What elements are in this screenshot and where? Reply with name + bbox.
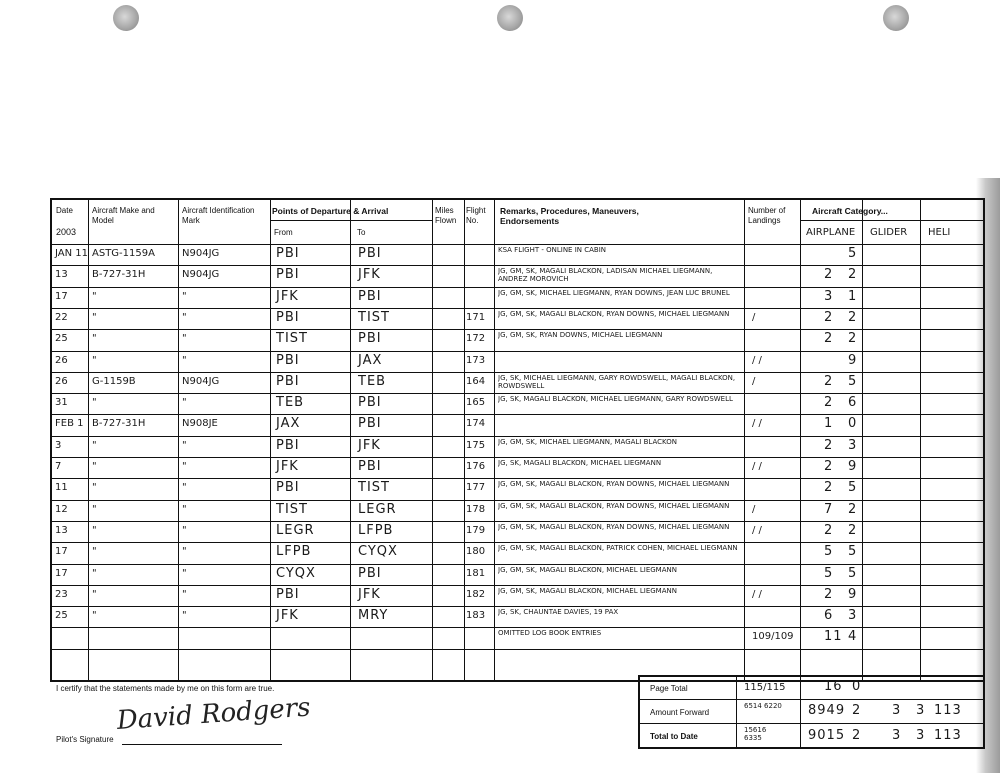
- row-flight-no: 183: [466, 610, 486, 622]
- row-date: 3: [55, 439, 62, 451]
- row-from: PBI: [276, 480, 300, 496]
- row-make-model: ": [92, 588, 97, 600]
- row-make-model: ": [92, 397, 97, 409]
- row-ident: ": [182, 546, 187, 558]
- amount-forward-airplane-frac: 2: [852, 703, 862, 718]
- total-to-date-glider: 3: [892, 728, 902, 743]
- row-ident: ": [182, 482, 187, 494]
- row-divider: [52, 308, 983, 309]
- row-airplane-frac: 5: [848, 373, 858, 389]
- row-landings: 109/109: [752, 631, 794, 643]
- row-divider: [52, 244, 983, 245]
- total-to-date-airplane-frac: 2: [852, 728, 862, 743]
- row-ident: N908JE: [182, 418, 218, 430]
- row-flight-no: 174: [466, 418, 486, 430]
- row-airplane-frac: 9: [848, 352, 858, 368]
- row-divider: [52, 478, 983, 479]
- year-label: 2003: [56, 227, 77, 237]
- row-from: JAX: [276, 416, 301, 432]
- row-airplane-frac: 2: [848, 309, 858, 325]
- row-make-model: ": [92, 482, 97, 494]
- row-landings: /: [752, 503, 756, 515]
- row-ident: ": [182, 567, 187, 579]
- row-to: MRY: [358, 608, 389, 624]
- column-divider: [494, 200, 495, 680]
- row-date: 11: [55, 482, 68, 494]
- row-airplane-frac: 2: [848, 331, 858, 347]
- row-flight-no: 165: [466, 397, 486, 409]
- total-to-date-heli: 113: [934, 728, 962, 743]
- row-ident: ": [182, 439, 187, 451]
- row-divider: [52, 606, 983, 607]
- row-divider: [52, 627, 983, 628]
- row-from: PBI: [276, 246, 300, 261]
- row-airplane-frac: 2: [848, 501, 858, 517]
- row-from: TIST: [276, 501, 308, 517]
- row-remarks: JG, GM, SK, MICHAEL LIEGMANN, RYAN DOWNS, JEAN LUC BRUNEL: [498, 288, 730, 297]
- row-flight-no: 164: [466, 375, 486, 387]
- row-divider: [52, 414, 983, 415]
- row-landings: / /: [752, 461, 762, 472]
- row-from: CYQX: [276, 565, 316, 581]
- row-remarks: JG, GM, SK, MAGALI BLACKON, MICHAEL LIEGMANN: [498, 586, 677, 595]
- row-to: TIST: [358, 480, 390, 496]
- row-airplane-frac: 4: [848, 629, 858, 645]
- row-airplane-frac: 1: [848, 288, 858, 304]
- amount-forward-heli: 113: [934, 703, 962, 718]
- row-flight-no: 175: [466, 439, 486, 451]
- row-airplane: 5: [824, 565, 834, 581]
- row-divider: [52, 351, 983, 352]
- row-remarks: JG, GM, SK, MAGALI BLACKON, RYAN DOWNS, MICHAEL LIEGMANN: [498, 480, 730, 489]
- totals-divider: [640, 699, 983, 700]
- row-airplane: 2: [824, 522, 834, 538]
- row-make-model: ": [92, 610, 97, 622]
- row-remarks: OMITTED LOG BOOK ENTRIES: [498, 629, 602, 638]
- row-to: JFK: [358, 267, 381, 283]
- row-make-model: ": [92, 311, 97, 323]
- row-make-model: ": [92, 290, 97, 302]
- row-flight-no: 180: [466, 546, 486, 558]
- row-airplane-frac: 0: [848, 416, 858, 432]
- row-divider: [52, 585, 983, 586]
- row-make-model: ": [92, 546, 97, 558]
- row-date: 13: [55, 524, 68, 536]
- row-ident: ": [182, 354, 187, 366]
- row-from: JFK: [276, 608, 299, 624]
- punch-hole-left: [113, 5, 139, 31]
- pilot-signature: David Rodgers: [115, 692, 312, 736]
- row-flight-no: 182: [466, 588, 486, 600]
- remarks-header: Remarks, Procedures, Maneuvers, Endorsements: [500, 206, 639, 226]
- row-ident: ": [182, 588, 187, 600]
- amount-forward-landings: 6514 6220: [744, 702, 782, 710]
- row-divider: [52, 372, 983, 373]
- row-date: 26: [55, 354, 68, 366]
- row-remarks: JG, GM, SK, RYAN DOWNS, MICHAEL LIEGMANN: [498, 331, 663, 340]
- row-divider: [52, 393, 983, 394]
- row-date: 25: [55, 333, 68, 345]
- row-to: LEGR: [358, 501, 397, 517]
- row-landings: / /: [752, 524, 762, 536]
- points-header: Points of Departure & Arrival: [272, 206, 389, 216]
- row-date: 23: [55, 588, 68, 600]
- column-divider: [464, 200, 465, 680]
- row-airplane: 7: [824, 501, 834, 517]
- row-remarks: JG, SK, MAGALI BLACKON, MICHAEL LIEGMANN: [498, 459, 662, 467]
- row-date: 22: [55, 311, 68, 323]
- subheader-divider: [270, 220, 432, 221]
- row-from: JFK: [276, 459, 299, 474]
- row-from: LFPB: [276, 544, 312, 560]
- row-landings: / /: [752, 418, 762, 430]
- row-from: TIST: [276, 331, 308, 347]
- row-divider: [52, 564, 983, 565]
- row-ident: ": [182, 290, 187, 302]
- row-make-model: ": [92, 439, 97, 451]
- amount-forward-glider: 3: [892, 703, 902, 718]
- row-to: JAX: [358, 352, 383, 368]
- row-flight-no: 176: [466, 461, 486, 472]
- row-airplane: 2: [824, 395, 834, 411]
- row-airplane: 2: [824, 437, 834, 453]
- row-divider: [52, 521, 983, 522]
- row-from: PBI: [276, 267, 300, 283]
- row-airplane-frac: 5: [848, 544, 858, 560]
- row-airplane: 2: [824, 309, 834, 325]
- column-divider: [862, 200, 863, 680]
- signature-label: Pilot's Signature: [56, 735, 114, 744]
- totals-box: [638, 675, 985, 749]
- page-total-airplane: 16: [824, 679, 843, 694]
- row-from: PBI: [276, 352, 300, 368]
- ident-header: Aircraft Identification Mark: [182, 206, 255, 225]
- column-divider: [350, 200, 351, 680]
- row-landings: /: [752, 311, 756, 323]
- row-remarks: [498, 416, 738, 434]
- flight-header: Flight No.: [466, 206, 486, 225]
- row-remarks: JG, GM, SK, MICHAEL LIEGMANN, MAGALI BLACKON: [498, 437, 677, 446]
- column-divider: [920, 200, 921, 680]
- row-from: JFK: [276, 288, 299, 304]
- totals-divider: [736, 677, 737, 747]
- row-airplane: 2: [824, 586, 834, 602]
- logbook-table: [50, 198, 985, 682]
- total-to-date-airplane: 9015: [808, 728, 846, 743]
- row-airplane-frac: 2: [848, 267, 858, 283]
- row-divider: [52, 329, 983, 330]
- page-total-label: Page Total: [650, 684, 688, 693]
- row-make-model: B-727-31H: [92, 269, 146, 281]
- row-date: 7: [55, 461, 62, 472]
- row-date: FEB 1: [55, 418, 84, 430]
- punch-hole-center: [497, 5, 523, 31]
- row-airplane: 3: [824, 288, 834, 304]
- row-ident: ": [182, 610, 187, 622]
- date-header: Date: [56, 206, 73, 215]
- row-flight-no: 173: [466, 354, 486, 366]
- row-remarks: JG, SK, MAGALI BLACKON, MICHAEL LIEGMANN, GARY ROWDSWELL: [498, 395, 733, 404]
- row-to: PBI: [358, 395, 382, 411]
- row-airplane-frac: 9: [848, 459, 858, 474]
- row-ident: ": [182, 524, 187, 536]
- row-make-model: ": [92, 461, 97, 472]
- row-flight-no: 177: [466, 482, 486, 494]
- row-to: JFK: [358, 586, 381, 602]
- row-divider: [52, 287, 983, 288]
- row-make-model: B-727-31H: [92, 418, 146, 430]
- column-divider: [432, 200, 433, 680]
- row-date: 31: [55, 397, 68, 409]
- column-divider: [270, 200, 271, 680]
- row-remarks: JG, GM, SK, MAGALI BLACKON, RYAN DOWNS, MICHAEL LIEGMANN: [498, 522, 730, 531]
- row-airplane: 11: [824, 629, 843, 645]
- totals-divider: [800, 677, 801, 747]
- page-total-landings: 115/115: [744, 682, 786, 693]
- row-remarks: JG, GM, SK, MAGALI BLACKON, PATRICK COHEN, MICHAEL LIEGMANN: [498, 544, 738, 553]
- column-divider: [178, 200, 179, 680]
- row-to: CYQX: [358, 544, 398, 560]
- row-make-model: G-1159B: [92, 375, 136, 387]
- miles-header: Miles Flown: [435, 206, 457, 225]
- amount-forward-airplane: 8949: [808, 703, 846, 718]
- row-flight-no: 179: [466, 524, 486, 536]
- row-remarks: JG, GM, SK, MAGALI BLACKON, RYAN DOWNS, MICHAEL LIEGMANN: [498, 309, 730, 318]
- row-landings: /: [752, 375, 756, 387]
- category-heli: HELI: [928, 227, 951, 238]
- row-remarks: [498, 353, 738, 371]
- row-airplane-frac: 6: [848, 395, 858, 411]
- row-to: PBI: [358, 246, 382, 261]
- row-make-model: ": [92, 524, 97, 536]
- row-divider: [52, 436, 983, 437]
- row-ident: N904JG: [182, 375, 220, 387]
- row-from: LEGR: [276, 522, 315, 538]
- row-date: JAN 11: [55, 248, 88, 259]
- row-airplane: 2: [824, 267, 834, 283]
- row-divider: [52, 265, 983, 266]
- row-ident: ": [182, 333, 187, 345]
- row-make-model: ASTG-1159A: [92, 248, 155, 259]
- amount-forward-label: Amount Forward: [650, 708, 710, 717]
- row-date: 25: [55, 610, 68, 622]
- row-airplane: 2: [824, 480, 834, 496]
- row-remarks: JG, GM, SK, MAGALI BLACKON, RYAN DOWNS, MICHAEL LIEGMANN: [498, 501, 730, 510]
- row-flight-no: 171: [466, 311, 486, 323]
- row-date: 26: [55, 375, 68, 387]
- row-date: 13: [55, 269, 68, 281]
- row-divider: [52, 649, 983, 650]
- row-make-model: ": [92, 354, 97, 366]
- row-make-model: ": [92, 567, 97, 579]
- row-divider: [52, 457, 983, 458]
- row-flight-no: 181: [466, 567, 486, 579]
- row-to: PBI: [358, 459, 382, 474]
- row-remarks: JG, GM, SK, MAGALI BLACKON, LADISAN MICHAEL LIEGMANN, ANDREZ MOROVICH: [498, 267, 713, 284]
- row-to: PBI: [358, 565, 382, 581]
- total-to-date-glider-frac: 3: [916, 728, 926, 743]
- row-to: PBI: [358, 416, 382, 432]
- row-to: PBI: [358, 288, 382, 304]
- row-airplane: 1: [824, 416, 834, 432]
- row-ident: ": [182, 461, 187, 472]
- row-landings: / /: [752, 354, 762, 366]
- row-to: TEB: [358, 373, 387, 389]
- row-remarks: KSA FLIGHT - ONLINE IN CABIN: [498, 246, 607, 254]
- row-remarks: JG, SK, MICHAEL LIEGMANN, GARY ROWDSWELL, MAGALI BLACKON, ROWDSWELL: [498, 373, 736, 390]
- row-ident: N904JG: [182, 269, 220, 281]
- row-ident: ": [182, 311, 187, 323]
- row-from: TEB: [276, 395, 305, 411]
- row-to: JFK: [358, 437, 381, 453]
- to-header: To: [357, 228, 366, 237]
- column-divider: [88, 200, 89, 680]
- row-from: PBI: [276, 309, 300, 325]
- row-landings: / /: [752, 588, 762, 600]
- row-airplane: 2: [824, 373, 834, 389]
- from-header: From: [274, 228, 293, 237]
- row-airplane: 2: [824, 331, 834, 347]
- row-from: PBI: [276, 437, 300, 453]
- row-airplane-frac: 3: [848, 608, 858, 624]
- row-date: 17: [55, 546, 68, 558]
- subheader-divider: [800, 220, 983, 221]
- category-header: Aircraft Category...: [812, 206, 888, 216]
- row-remarks: JG, GM, SK, MAGALI BLACKON, MICHAEL LIEGMANN: [498, 565, 677, 574]
- row-airplane: 5: [824, 544, 834, 560]
- total-to-date-label: Total to Date: [650, 732, 698, 741]
- row-date: 17: [55, 290, 68, 302]
- row-divider: [52, 542, 983, 543]
- row-airplane-frac: 9: [848, 586, 858, 602]
- row-make-model: ": [92, 333, 97, 345]
- make-model-header: Aircraft Make and Model: [92, 206, 155, 225]
- signature-line: [122, 744, 282, 745]
- row-to: PBI: [358, 331, 382, 347]
- category-airplane: AIRPLANE: [806, 227, 856, 238]
- totals-divider: [640, 723, 983, 724]
- row-ident: N904JG: [182, 248, 220, 259]
- row-from: PBI: [276, 586, 300, 602]
- row-to: TIST: [358, 309, 390, 325]
- row-make-model: ": [92, 503, 97, 515]
- row-airplane: 2: [824, 459, 834, 474]
- column-divider: [744, 200, 745, 680]
- row-airplane-frac: 5: [848, 565, 858, 581]
- amount-forward-glider-frac: 3: [916, 703, 926, 718]
- row-airplane: 6: [824, 608, 834, 624]
- page-total-airplane-frac: 0: [852, 679, 862, 694]
- row-date: 12: [55, 503, 68, 515]
- row-airplane-frac: 3: [848, 437, 858, 453]
- row-flight-no: 172: [466, 333, 486, 345]
- row-airplane-frac: 5: [848, 480, 858, 496]
- row-ident: ": [182, 503, 187, 515]
- row-remarks: JG, SK, CHAUNTAE DAVIES, 19 PAX: [498, 608, 619, 617]
- row-airplane-frac: 2: [848, 522, 858, 538]
- row-flight-no: 178: [466, 503, 486, 515]
- landings-header: Number of Landings: [748, 206, 786, 225]
- total-to-date-landings: 15616 6335: [744, 726, 767, 742]
- row-divider: [52, 500, 983, 501]
- punch-hole-right: [883, 5, 909, 31]
- row-date: 17: [55, 567, 68, 579]
- category-glider: GLIDER: [870, 227, 908, 238]
- row-from: PBI: [276, 373, 300, 389]
- row-ident: ": [182, 397, 187, 409]
- certify-statement: I certify that the statements made by me on this form are true.: [56, 684, 275, 693]
- row-airplane-frac: 5: [848, 246, 858, 261]
- row-to: LFPB: [358, 522, 394, 538]
- column-divider: [800, 200, 801, 680]
